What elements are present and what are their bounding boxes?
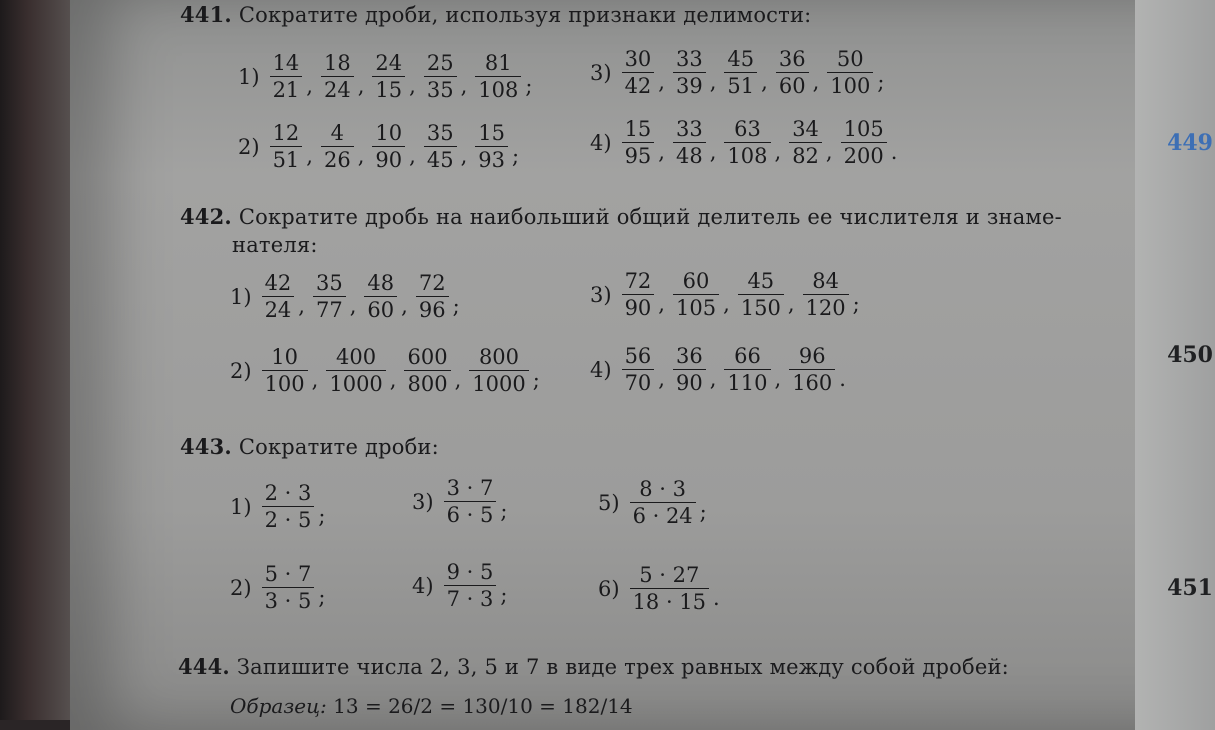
fraction (444, 477, 497, 526)
task-443-group-2 (230, 563, 329, 612)
fraction (321, 52, 354, 101)
denominator: 24 (262, 296, 295, 321)
fraction (262, 272, 295, 321)
fraction (262, 563, 315, 612)
fraction (270, 52, 303, 101)
end-punctuation: ; (532, 367, 540, 392)
fraction (673, 118, 706, 167)
end-punctuation: ; (511, 143, 520, 168)
comma: , (709, 366, 717, 391)
fraction (416, 272, 449, 321)
task-443-group-5 (598, 478, 711, 527)
end-punctuation: ; (525, 73, 533, 98)
comma: , (389, 367, 397, 392)
denominator: 100 (827, 72, 873, 97)
end-punctuation: . (890, 139, 898, 164)
task-442-group-2 (230, 346, 544, 395)
numerator: 34 (792, 117, 819, 141)
comma: , (306, 143, 313, 168)
denominator: 45 (424, 146, 457, 171)
denominator: 18 · 15 (630, 588, 709, 613)
comma: , (709, 139, 717, 164)
fraction (724, 48, 757, 97)
comma: , (658, 366, 665, 391)
end-punctuation: ; (452, 293, 460, 318)
numerator: 35 (426, 121, 454, 145)
fraction (630, 564, 709, 613)
item-label: 2) (230, 358, 252, 383)
task-441-group-4 (590, 118, 901, 167)
denominator: 150 (738, 294, 784, 319)
fraction (364, 272, 397, 321)
denominator: 96 (416, 296, 449, 321)
item-label: 1) (230, 494, 252, 519)
task-443-group-4 (412, 561, 511, 610)
denominator: 1000 (469, 370, 528, 395)
fraction (404, 346, 450, 395)
fraction (622, 118, 655, 167)
end-punctuation: ; (318, 503, 326, 528)
numerator: 45 (747, 269, 775, 293)
end-punctuation: ; (877, 69, 885, 94)
task-442-group-4 (590, 345, 850, 394)
numerator: 15 (624, 117, 652, 141)
numerator: 15 (478, 121, 505, 145)
numerator: 50 (836, 47, 864, 71)
numerator: 12 (272, 121, 300, 145)
fraction (475, 52, 521, 101)
numerator: 81 (484, 51, 512, 75)
item-label: 1) (230, 284, 252, 309)
task-443-heading (180, 434, 439, 459)
numerator: 72 (418, 271, 446, 295)
numerator: 3 · 7 (446, 476, 494, 500)
fraction (789, 118, 822, 167)
item-label: 3) (412, 489, 434, 514)
numerator: 2 · 3 (264, 481, 312, 505)
fraction (424, 122, 457, 171)
task-number: 441. (180, 2, 232, 27)
comma: , (761, 69, 768, 94)
comma: , (812, 69, 820, 94)
denominator: 100 (262, 370, 308, 395)
comma: , (460, 73, 468, 98)
fraction (673, 48, 706, 97)
task-443-group-1 (230, 482, 329, 531)
fraction (827, 48, 873, 97)
margin-number-450: 450 (1167, 342, 1213, 368)
fraction (444, 561, 497, 610)
numerator: 36 (675, 344, 703, 368)
end-punctuation: ; (500, 498, 508, 523)
denominator: 35 (424, 76, 457, 101)
fraction (622, 270, 655, 319)
fraction (622, 48, 655, 97)
numerator: 72 (624, 269, 652, 293)
task-441-group-3 (590, 48, 888, 97)
denominator: 48 (673, 142, 706, 167)
task-442-group-3 (590, 270, 864, 319)
fraction (262, 346, 308, 395)
task-442-heading (180, 204, 1062, 229)
numerator: 105 (843, 117, 884, 141)
denominator: 26 (321, 146, 354, 171)
numerator: 24 (375, 51, 403, 75)
numerator: 60 (682, 269, 710, 293)
numerator: 600 (407, 345, 448, 369)
fraction (424, 52, 457, 101)
end-punctuation: . (713, 585, 720, 610)
fraction (326, 346, 385, 395)
end-punctuation: ; (852, 291, 860, 316)
numerator: 400 (336, 345, 377, 369)
denominator: 200 (841, 142, 887, 167)
fraction (372, 52, 405, 101)
end-punctuation: . (839, 366, 846, 391)
denominator: 39 (673, 72, 706, 97)
item-label: 3) (590, 282, 612, 307)
fraction (630, 478, 696, 527)
numerator: 18 (323, 51, 351, 75)
fraction (776, 48, 809, 97)
denominator: 82 (789, 142, 822, 167)
task-441-group-2 (238, 122, 523, 171)
comma: , (774, 366, 782, 391)
denominator: 120 (803, 294, 849, 319)
task-442-group-1 (230, 272, 464, 321)
comma: , (357, 143, 365, 168)
numerator: 8 · 3 (639, 477, 686, 501)
denominator: 60 (776, 72, 809, 97)
numerator: 800 (478, 345, 520, 369)
fraction (803, 270, 849, 319)
denominator: 6 · 24 (630, 502, 696, 527)
numerator: 84 (812, 269, 839, 293)
task-443-group-6 (598, 564, 724, 613)
denominator: 90 (673, 369, 706, 394)
task-number: 442. (180, 204, 232, 229)
numerator: 5 · 27 (639, 563, 700, 587)
denominator: 110 (724, 369, 770, 394)
end-punctuation: ; (699, 499, 707, 524)
comma: , (349, 293, 357, 318)
numerator: 36 (778, 47, 806, 71)
margin-number-449: 449 (1167, 130, 1213, 156)
denominator: 800 (404, 370, 450, 395)
comma: , (409, 143, 416, 168)
denominator: 3 · 5 (262, 587, 315, 612)
item-label: 2) (230, 575, 252, 600)
adjacent-page-edge (1135, 0, 1215, 730)
denominator: 60 (364, 296, 397, 321)
sample-label: Образец: (230, 694, 327, 718)
denominator: 15 (372, 76, 405, 101)
denominator: 1000 (326, 370, 385, 395)
comma: , (825, 139, 833, 164)
fraction (469, 346, 528, 395)
numerator: 45 (727, 47, 755, 71)
denominator: 95 (622, 142, 655, 167)
item-label: 5) (598, 490, 620, 515)
denominator: 108 (724, 142, 770, 167)
task-441-heading (180, 2, 811, 27)
numerator: 63 (734, 117, 761, 141)
denominator: 21 (270, 76, 303, 101)
numerator: 9 · 5 (446, 560, 494, 584)
comma: , (723, 291, 730, 316)
fraction (673, 270, 719, 319)
task-444-heading (178, 654, 1009, 679)
sample-expression: 13 = 26/2 = 130/10 = 182/14 (333, 694, 633, 718)
denominator: 105 (673, 294, 719, 319)
numerator: 30 (624, 47, 652, 71)
comma: , (454, 367, 462, 392)
fraction (724, 345, 770, 394)
numerator: 42 (264, 271, 292, 295)
comma: , (298, 293, 305, 318)
denominator: 51 (724, 72, 757, 97)
denominator: 77 (313, 296, 346, 321)
numerator: 56 (624, 344, 652, 368)
task-number: 444. (178, 654, 230, 679)
comma: , (306, 73, 313, 98)
comma: , (774, 139, 782, 164)
numerator: 14 (272, 51, 300, 75)
item-label: 3) (590, 60, 612, 85)
fraction (841, 118, 887, 167)
item-label: 1) (238, 64, 260, 89)
denominator: 24 (321, 76, 354, 101)
item-label: 4) (412, 573, 434, 598)
comma: , (357, 73, 365, 98)
denominator: 51 (270, 146, 303, 171)
denominator: 6 · 5 (444, 501, 497, 526)
margin-number-451: 451 (1167, 575, 1213, 601)
end-punctuation: ; (500, 582, 508, 607)
item-label: 2) (238, 134, 260, 159)
task-442-heading-cont: нателя: (232, 233, 318, 257)
task-title: Сократите дробь на наибольший общий делитель ее числителя и знаме- (238, 205, 1062, 229)
task-444-sample (230, 694, 633, 718)
numerator: 10 (375, 121, 403, 145)
numerator: 35 (315, 271, 343, 295)
item-label: 4) (590, 130, 612, 155)
denominator: 90 (622, 294, 655, 319)
fraction (724, 118, 770, 167)
numerator: 10 (271, 345, 298, 369)
task-number: 443. (180, 434, 232, 459)
fraction (738, 270, 784, 319)
numerator: 48 (367, 271, 395, 295)
comma: , (658, 69, 665, 94)
denominator: 108 (475, 76, 521, 101)
fraction (313, 272, 346, 321)
denominator: 70 (622, 369, 655, 394)
task-title: Сократите дроби, используя признаки делимости: (238, 3, 812, 27)
fraction (622, 345, 655, 394)
numerator: 25 (426, 51, 454, 75)
denominator: 2 · 5 (262, 506, 315, 531)
fraction (270, 122, 303, 171)
comma: , (460, 143, 468, 168)
denominator: 93 (475, 146, 508, 171)
numerator: 33 (675, 47, 703, 71)
fraction (673, 345, 706, 394)
task-title: Запишите числа 2, 3, 5 и 7 в виде трех равных между собой дробей: (236, 655, 1009, 679)
numerator: 5 · 7 (264, 562, 312, 586)
denominator: 160 (789, 369, 835, 394)
comma: , (401, 293, 408, 318)
item-label: 4) (590, 357, 612, 382)
denominator: 42 (622, 72, 655, 97)
end-punctuation: ; (318, 584, 326, 609)
denominator: 7 · 3 (444, 585, 497, 610)
numerator: 96 (798, 344, 826, 368)
comma: , (409, 73, 416, 98)
comma: , (658, 291, 665, 316)
comma: , (311, 367, 319, 392)
comma: , (787, 291, 795, 316)
fraction (789, 345, 835, 394)
numerator: 4 (330, 121, 345, 145)
comma: , (658, 139, 665, 164)
fraction (262, 482, 315, 531)
numerator: 33 (675, 117, 703, 141)
fraction (475, 122, 508, 171)
fraction (372, 122, 405, 171)
comma: , (709, 69, 717, 94)
numerator: 66 (734, 344, 761, 368)
denominator: 90 (372, 146, 405, 171)
task-443-group-3 (412, 477, 511, 526)
task-441-group-1 (238, 52, 536, 101)
fraction (321, 122, 354, 171)
item-label: 6) (598, 576, 620, 601)
task-title: Сократите дроби: (238, 435, 439, 459)
